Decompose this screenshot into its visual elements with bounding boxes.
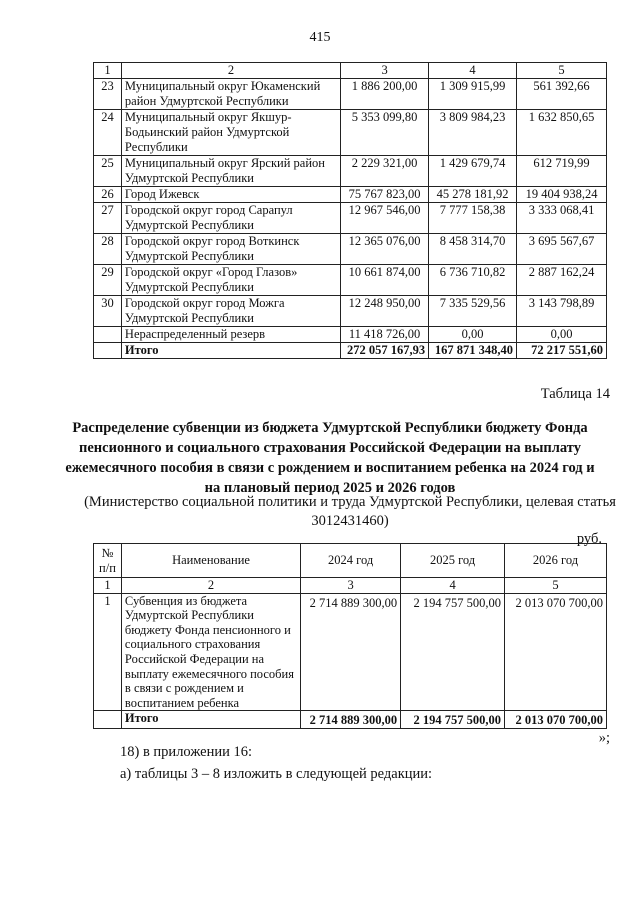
table-row (94, 187, 607, 203)
row-name: Городской округ «Город Глазов» Удмуртской Республики (121, 265, 340, 296)
page-number: 415 (309, 30, 331, 45)
table-row (94, 265, 607, 296)
amount-2025: 45 278 181,92 (429, 187, 517, 203)
column-index: 2 (121, 578, 300, 594)
row-number (94, 711, 122, 729)
row-number: 27 (94, 203, 122, 234)
amount-2026: 2 887 162,24 (517, 265, 607, 296)
currency-unit: руб. (576, 531, 602, 547)
column-index: 5 (505, 578, 607, 594)
total-label: Итого (121, 711, 300, 729)
header-2025: 2025 год (401, 544, 505, 578)
table-row (94, 327, 607, 343)
table-row (94, 296, 607, 327)
table-header-row (94, 544, 607, 578)
column-index: 4 (429, 63, 517, 79)
column-index: 1 (94, 578, 122, 594)
table-header-row (94, 63, 607, 79)
total-2024: 272 057 167,93 (341, 343, 429, 359)
column-index: 3 (341, 63, 429, 79)
header-2024: 2024 год (301, 544, 401, 578)
table-row (94, 203, 607, 234)
table-14-label: Таблица 14 (540, 386, 610, 402)
amount-2026: 19 404 938,24 (517, 187, 607, 203)
amount-2025: 6 736 710,82 (429, 265, 517, 296)
amount-2025: 2 194 757 500,00 (401, 593, 505, 711)
total-row (94, 343, 607, 359)
header-2026: 2026 год (505, 544, 607, 578)
table-row (94, 156, 607, 187)
amount-2024: 10 661 874,00 (341, 265, 429, 296)
row-name: Муниципальный округ Ярский район Удмуртской Республики (121, 156, 340, 187)
amount-2026: 0,00 (517, 327, 607, 343)
amount-2024: 11 418 726,00 (341, 327, 429, 343)
amount-2026: 2 013 070 700,00 (505, 593, 607, 711)
amount-2025: 7 335 529,56 (429, 296, 517, 327)
column-index: 5 (517, 63, 607, 79)
header-name: Наименование (121, 544, 300, 578)
column-index: 4 (401, 578, 505, 594)
row-number (94, 327, 122, 343)
amount-2025: 8 458 314,70 (429, 234, 517, 265)
table-row (94, 110, 607, 156)
amount-2025: 1 309 915,99 (429, 79, 517, 110)
table-row (94, 79, 607, 110)
total-label: Итого (121, 343, 340, 359)
amount-2025: 0,00 (429, 327, 517, 343)
total-2025: 2 194 757 500,00 (401, 711, 505, 729)
closing-quote: »; (598, 730, 610, 746)
row-name: Муниципальный округ Якшур-Бодьинский район Удмуртской Республики (121, 110, 340, 156)
amount-2026: 3 695 567,67 (517, 234, 607, 265)
amount-2026: 612 719,99 (517, 156, 607, 187)
municipal-distribution-table (93, 62, 607, 359)
header-number: № п/п (94, 544, 122, 578)
document-title: Распределение субвенции из бюджета Удмуртской Республики бюджету Фонда пенсионного и социального страхования Российской Федерации на выплату ежемесячного пособия в связи с рождением и воспитанием ребенка на 2024 год и на плановый период 2025 и 2026 годов (65, 420, 595, 496)
total-2026: 2 013 070 700,00 (505, 711, 607, 729)
amount-2026: 561 392,66 (517, 79, 607, 110)
paragraph-a: а) таблицы 3 – 8 изложить в следующей редакции: (120, 766, 433, 782)
row-name: Нераспределенный резерв (121, 327, 340, 343)
row-name: Городской округ город Можга Удмуртской Республики (121, 296, 340, 327)
amount-2025: 1 429 679,74 (429, 156, 517, 187)
amount-2026: 3 143 798,89 (517, 296, 607, 327)
amount-2024: 12 248 950,00 (341, 296, 429, 327)
row-number: 23 (94, 79, 122, 110)
column-index: 2 (121, 63, 340, 79)
amount-2024: 75 767 823,00 (341, 187, 429, 203)
document-subtitle: (Министерство социальной политики и труда Удмуртской Республики, целевая статья 3012431460) (84, 494, 616, 529)
subvention-table (93, 543, 607, 729)
table-row (94, 593, 607, 711)
row-number: 28 (94, 234, 122, 265)
total-2025: 167 871 348,40 (429, 343, 517, 359)
row-name: Городской округ город Воткинск Удмуртской Республики (121, 234, 340, 265)
row-number: 25 (94, 156, 122, 187)
paragraph-18: 18) в приложении 16: (120, 744, 253, 760)
amount-2024: 12 365 076,00 (341, 234, 429, 265)
amount-2026: 3 333 068,41 (517, 203, 607, 234)
total-2024: 2 714 889 300,00 (301, 711, 401, 729)
total-2026: 72 217 551,60 (517, 343, 607, 359)
row-name: Муниципальный округ Юкаменский район Удмуртской Республики (121, 79, 340, 110)
row-number: 30 (94, 296, 122, 327)
amount-2025: 3 809 984,23 (429, 110, 517, 156)
amount-2024: 1 886 200,00 (341, 79, 429, 110)
amount-2024: 12 967 546,00 (341, 203, 429, 234)
row-number: 29 (94, 265, 122, 296)
amount-2025: 7 777 158,38 (429, 203, 517, 234)
total-row (94, 711, 607, 729)
row-number: 26 (94, 187, 122, 203)
column-index: 1 (94, 63, 122, 79)
table-row (94, 234, 607, 265)
row-name: Городской округ город Сарапул Удмуртской Республики (121, 203, 340, 234)
amount-2024: 5 353 099,80 (341, 110, 429, 156)
amount-2024: 2 229 321,00 (341, 156, 429, 187)
column-index: 3 (301, 578, 401, 594)
row-number: 1 (94, 593, 122, 711)
row-name: Город Ижевск (121, 187, 340, 203)
row-name: Субвенция из бюджета Удмуртской Республики бюджету Фонда пенсионного и социального страхования Российской Федерации на выплату ежемесячного пособия в связи с рождением и воспитанием ребенка (121, 593, 300, 711)
table-index-row (94, 578, 607, 594)
amount-2024: 2 714 889 300,00 (301, 593, 401, 711)
amount-2026: 1 632 850,65 (517, 110, 607, 156)
row-number: 24 (94, 110, 122, 156)
row-number (94, 343, 122, 359)
